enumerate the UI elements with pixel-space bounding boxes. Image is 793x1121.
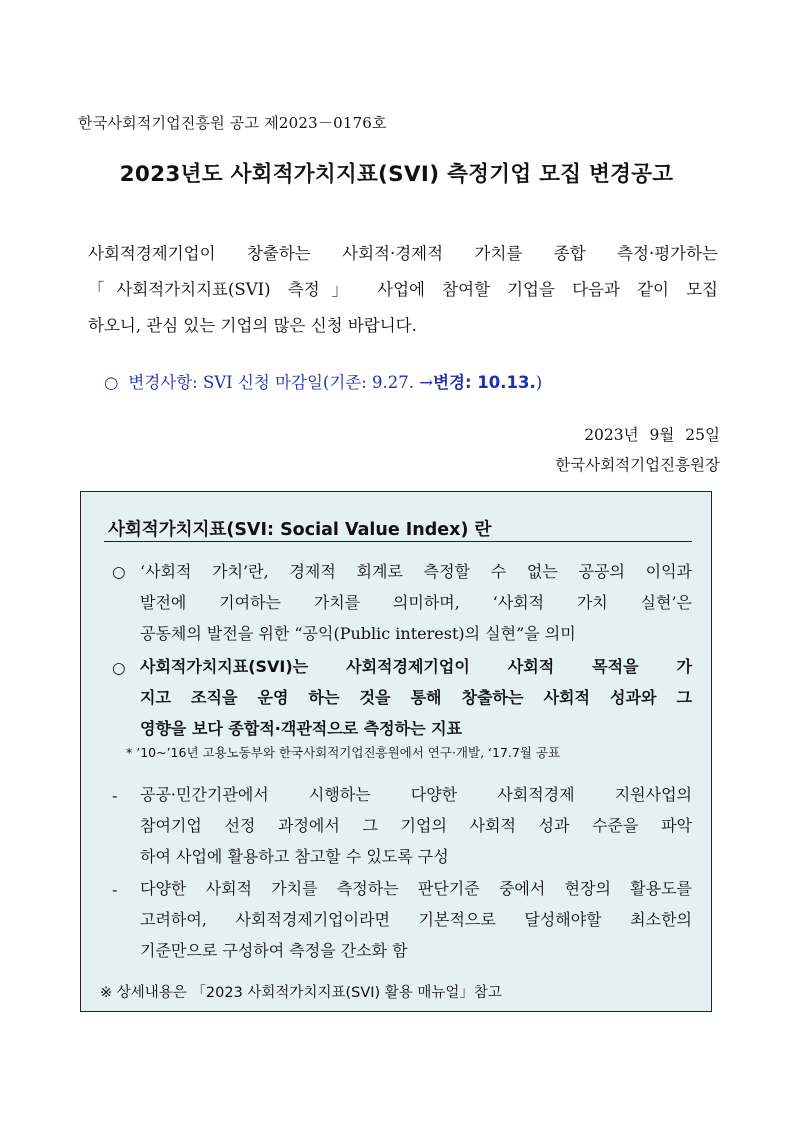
intro-line: 「사회적가치지표(SVI) 측정」 사업에 참여할 기업을 다음과 같이 모집: [88, 280, 718, 299]
intro-line: 사회적경제기업이 창출하는 사회적·경제적 가치를 종합 측정·평가하는: [88, 244, 718, 263]
issuer-name: 한국사회적기업진흥원장: [555, 456, 720, 474]
purpose-line: 참여기업 선정 과정에서 그 기업의 사회적 성과 수준을 파악: [140, 816, 692, 835]
composition-paragraph: [140, 873, 692, 966]
document-number: 한국사회적기업진흥원 공고 제2023－0176호: [78, 114, 387, 132]
svi-definition-line: 지고 조직을 운영 하는 것을 통해 창출하는 사회적 성과와 그: [140, 688, 692, 707]
definition-line: 발전에 기여하는 가치를 의미하며, ‘사회적 가치 실현’은: [140, 593, 692, 612]
purpose-line: 공공·민간기관에서 시행하는 다양한 사회적경제 지원사업의: [140, 785, 692, 804]
composition-line: 다양한 사회적 가치를 측정하는 판단기준 중에서 현장의 활용도를: [140, 879, 692, 898]
svi-definition-line: 영향을 보다 종합적·객관적으로 측정하는 지표: [140, 719, 463, 738]
change-notice-new-deadline: 변경: 10.13.: [433, 373, 536, 392]
definition-line: 공동체의 발전을 위한 “공익(Public interest)의 실현”을 의미: [140, 624, 576, 643]
change-notice-suffix: ): [535, 373, 543, 392]
info-box-title-underline: [104, 541, 692, 542]
definition-paragraph: [140, 556, 692, 649]
purpose-line: 하여 사업에 활용하고 참고할 수 있도록 구성: [140, 847, 449, 866]
circle-bullet-icon: ○: [112, 563, 126, 581]
intro-line: 하오니, 관심 있는 기업의 많은 신청 바랍니다.: [88, 316, 417, 335]
circle-bullet-icon: ○: [104, 373, 119, 392]
definition-line: ‘사회적 가치’란, 경제적 회계로 측정할 수 없는 공공의 이익과: [140, 562, 692, 581]
composition-line: 고려하여, 사회적경제기업이라면 기본적으로 달성해야할 최소한의: [140, 910, 692, 929]
circle-bullet-icon: ○: [112, 658, 126, 677]
footnote: * ’10~’16년 고용노동부와 한국사회적기업진흥원에서 연구·개발, ‘17.7월 공표: [126, 745, 561, 760]
announcement-date: 2023년 9월 25일: [584, 426, 720, 444]
svi-definition-paragraph: [140, 651, 692, 744]
info-box-title: 사회적가치지표(SVI: Social Value Index) 란: [108, 520, 492, 540]
change-notice: [104, 369, 542, 393]
change-notice-prefix: 변경사항: SVI 신청 마감일(기존: 9.27. →: [128, 373, 434, 392]
svi-definition-line: 사회적가치지표(SVI)는 사회적경제기업이 사회적 목적을 가: [140, 657, 692, 676]
purpose-paragraph: [140, 779, 692, 872]
dash-bullet: -: [112, 880, 118, 899]
dash-bullet: -: [112, 786, 118, 805]
intro-paragraph: [88, 236, 718, 344]
composition-line: 기준만으로 구성하여 측정을 간소화 함: [140, 941, 408, 960]
manual-reference: ※ 상세내용은 「2023 사회적가치지표(SVI) 활용 매뉴얼」참고: [100, 985, 502, 1001]
page-title: 2023년도 사회적가치지표(SVI) 측정기업 모집 변경공고: [119, 162, 674, 187]
